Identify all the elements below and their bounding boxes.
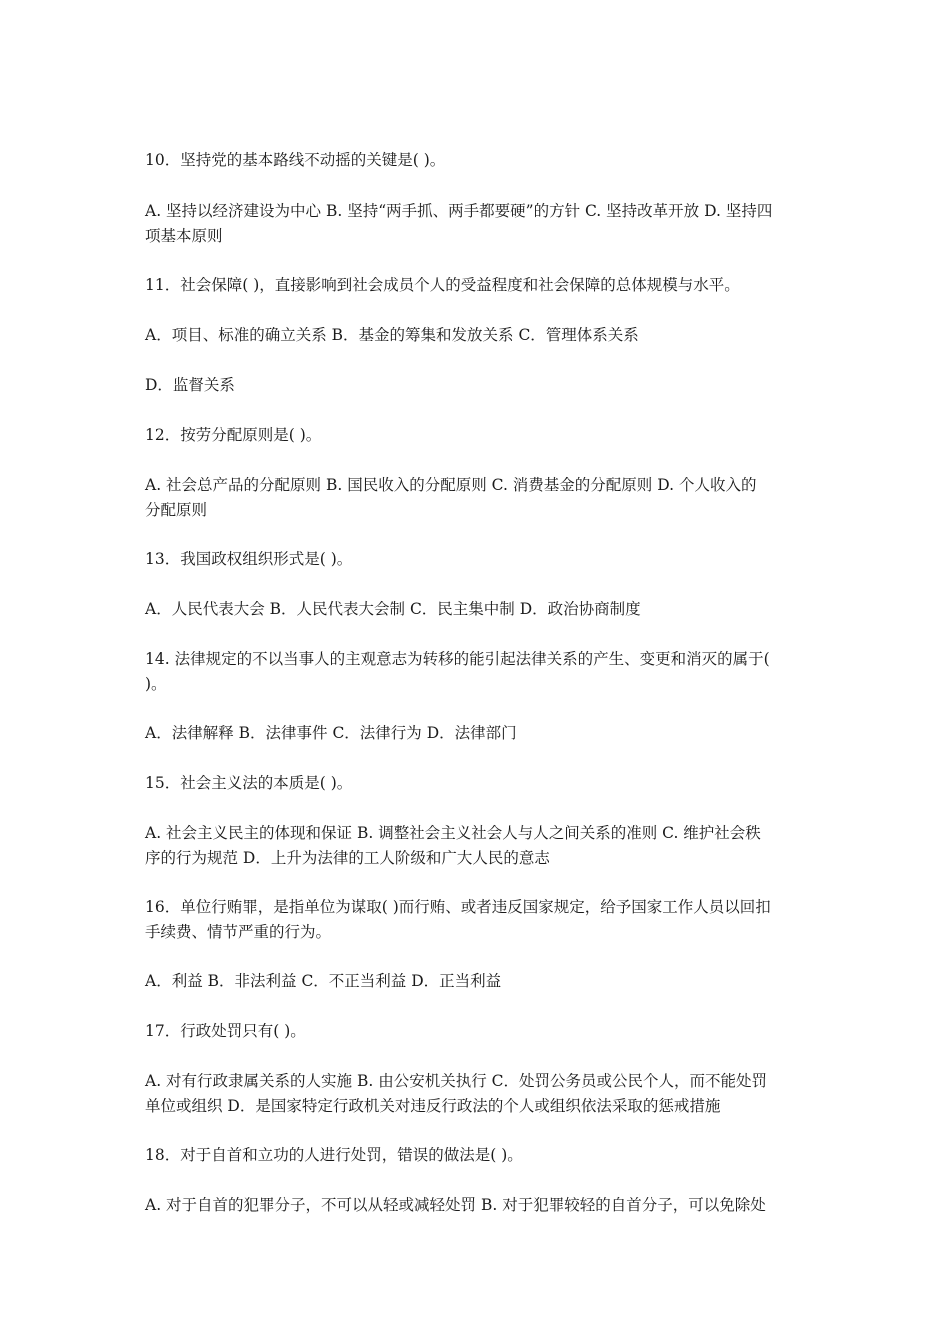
question-18-options: A. 对于自首的犯罪分子，不可以从轻或减轻处罚 B. 对于犯罪较轻的自首分子，可以免除处 [145,1196,766,1214]
question-14: 14. 法律规定的不以当事人的主观意志为转移的能引起法律关系的产生、变更和消灭的属于( )。 [145,650,770,693]
question-15-options: A. 社会主义民主的体现和保证 B. 调整社会主义社会人与人之间关系的准则 C. 维护社会秩 序的行为规范 D．上升为法律的工人阶级和广大人民的意志 [145,824,761,867]
question-18: 18．对于自首和立功的人进行处罚，错误的做法是( )。 [145,1146,523,1164]
question-17-options: A. 对有行政隶属关系的人实施 B. 由公安机关执行 C．处罚公务员或公民个人，而不能处罚 单位或组织 D．是国家特定行政机关对违反行政法的个人或组织依法采取的惩戒措施 [145,1072,768,1115]
question-17: 17．行政处罚只有( )。 [145,1022,306,1040]
question-12: 12．按劳分配原则是( )。 [145,426,322,444]
question-15: 15．社会主义法的本质是( )。 [145,774,353,792]
question-16-options: A．利益 B．非法利益 C．不正当利益 D．正当利益 [145,972,502,990]
question-10: 10．坚持党的基本路线不动摇的关键是( )。 [145,151,446,169]
question-16: 16．单位行贿罪，是指单位为谋取( )而行贿、或者违反国家规定，给予国家工作人员以回扣 手续费、情节严重的行为。 [145,898,771,941]
question-11-option-d: D．监督关系 [145,376,235,394]
question-13: 13．我国政权组织形式是( )。 [145,550,353,568]
question-10-options: A. 坚持以经济建设为中心 B. 坚持“两手抓、两手都要硬”的方针 C. 坚持改革开放 D. 坚持四 项基本原则 [145,202,773,245]
question-11: 11．社会保障( )，直接影响到社会成员个人的受益程度和社会保障的总体规模与水平。 [145,276,740,294]
question-13-options: A．人民代表大会 B．人民代表大会制 C．民主集中制 D．政治协商制度 [145,600,641,618]
question-11-options: A．项目、标准的确立关系 B．基金的筹集和发放关系 C．管理体系关系 [145,326,639,344]
question-14-options: A．法律解释 B．法律事件 C．法律行为 D．法律部门 [145,724,517,742]
question-12-options: A. 社会总产品的分配原则 B. 国民收入的分配原则 C. 消费基金的分配原则 D. 个人收入的 分配原则 [145,476,757,519]
